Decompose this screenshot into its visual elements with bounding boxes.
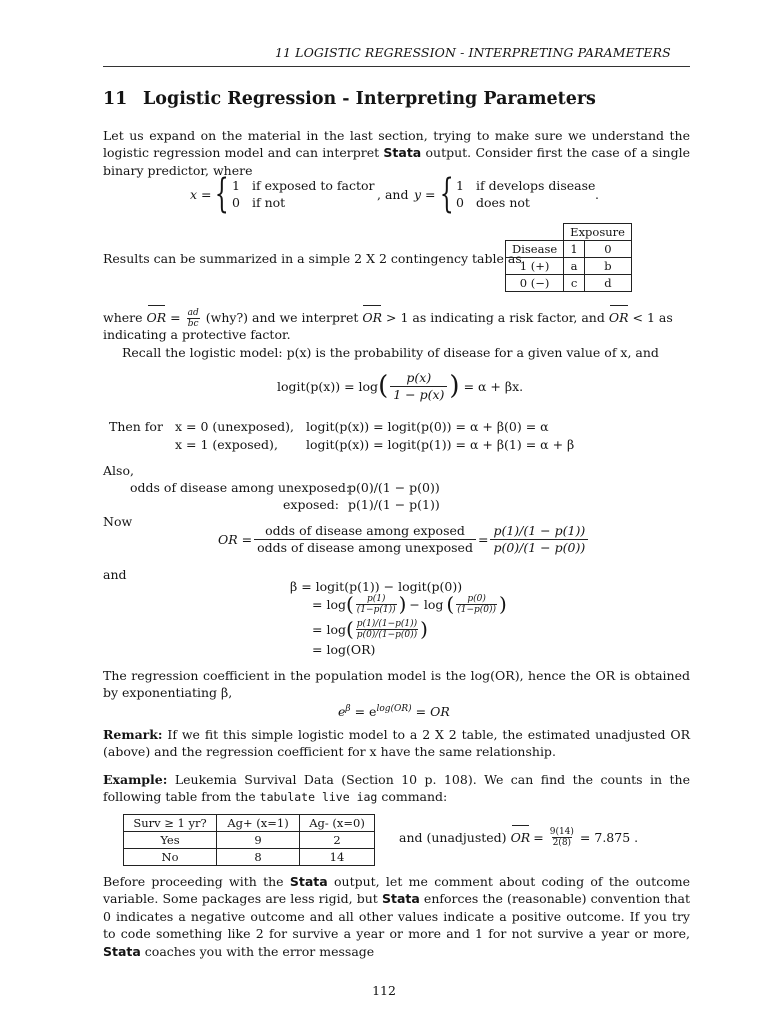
unadj-result: = 7.875 . <box>579 829 639 845</box>
row-label: 1 (+) <box>506 258 564 275</box>
col-header-0: 0 <box>584 241 631 258</box>
beta-sup: β <box>345 704 351 714</box>
table-cell: No <box>124 849 217 866</box>
contingency-lead: Results can be summarized in a simple 2 X 2 contingency table as <box>103 251 522 266</box>
remark-text: If we fit this simple logistic model to a 2 X 2 table, the estimated unadjusted OR (above) and the regression coefficient for x have the same relationship. <box>103 727 690 760</box>
table-cell: Yes <box>124 832 217 849</box>
xy-end-period: . <box>595 187 599 202</box>
running-head: 11 LOGISTIC REGRESSION - INTERPRETING PARAMETERS <box>275 45 671 60</box>
then-for-2a: x = 1 (exposed), <box>175 437 278 452</box>
x-val-0: 0 <box>232 195 240 210</box>
and-separator: , and <box>377 187 409 202</box>
equals: = <box>477 531 489 547</box>
beta-line-4: = log(OR) <box>312 642 376 657</box>
log-or-sup: log(OR) <box>376 704 412 714</box>
odds-exposed-label: exposed: <box>283 497 339 512</box>
protective-factor-text: indicating a protective factor. <box>103 327 291 342</box>
example-paragraph <box>103 771 690 807</box>
frac-den: (1−p(1)) <box>356 605 396 615</box>
section-number: 11 <box>103 89 128 109</box>
odds-unexposed-value: p(0)/(1 − p(0)) <box>348 480 440 495</box>
paren-close: ) <box>420 616 428 641</box>
minus-log-text: − log <box>409 596 444 612</box>
unadj-fraction <box>549 827 575 848</box>
frac-num: 9(14) <box>549 827 574 837</box>
odds-unexposed-label: odds of disease among unexposed: <box>130 480 351 495</box>
exp-equation <box>338 701 450 721</box>
unadjusted-lead: and (unadjusted) <box>399 829 507 845</box>
table-row <box>124 849 375 866</box>
example-label: Example: <box>103 772 168 787</box>
paren-open: ( <box>345 591 354 616</box>
or-hat-2: OR <box>362 310 383 325</box>
x-desc-1: if exposed to factor <box>252 178 375 193</box>
table-row <box>124 815 375 832</box>
eq-e: = e <box>350 704 377 720</box>
p-numerator: p(1)/(1 − p(1)) <box>493 523 586 538</box>
y-val-1: 1 <box>456 178 464 193</box>
odds-exposed-value: p(1)/(1 − p(1)) <box>348 497 440 512</box>
table-header: Ag+ (x=1) <box>217 815 300 832</box>
or-hat: OR <box>510 829 531 845</box>
col-header-1: 1 <box>564 241 585 258</box>
equals: = <box>170 310 181 325</box>
beta-frac-3 <box>356 619 418 640</box>
exposure-header: Exposure <box>564 224 632 241</box>
table-row <box>506 241 632 258</box>
paren-open: ( <box>345 616 354 641</box>
stata-label: Stata <box>383 145 422 161</box>
brace-left-x: { <box>214 171 229 217</box>
now-label: Now <box>103 514 133 529</box>
logit-fraction <box>390 370 447 403</box>
also-label: Also, <box>103 463 134 478</box>
e-base: e <box>338 704 346 720</box>
x-desc-0: if not <box>252 195 286 210</box>
logit-denominator: 1 − p(x) <box>390 386 447 403</box>
table-header: Surv ≥ 1 yr? <box>124 815 217 832</box>
table-row <box>506 258 632 275</box>
table-cell: 14 <box>300 849 375 866</box>
paren-close: ) <box>449 370 460 401</box>
intro-text-1: Let us expand on the material in the last section, trying to make sure we understand the logistic regression model and can interpret <box>103 128 690 161</box>
frac-num: p(0) <box>467 594 486 604</box>
x-lhs: x = <box>190 187 212 202</box>
y-desc-0: does not <box>476 195 530 210</box>
table-header: Ag- (x=0) <box>300 815 375 832</box>
remark-paragraph <box>103 726 690 761</box>
coding-text-3: enforces the (reasonable) convention that 0 indicates a negative outcome and all other values indicate a positive outcome. If you try to code something like 2 for survive a year or more and 1 for not survive a year or more, <box>103 891 690 942</box>
coding-text-4: coaches you with the error message <box>140 943 375 959</box>
coefficient-paragraph: The regression coefficient in the population model is the log(OR), hence the OR is obtained by exponentiating β, <box>103 668 690 701</box>
frac-den: 2(8) <box>552 838 572 848</box>
then-for-1a: x = 0 (unexposed), <box>175 419 295 434</box>
then-for-2b: logit(p(x)) = logit(p(1)) = α + β(1) = α + β <box>306 437 575 452</box>
coding-text-2: output, let me comment about coding of the outcome variable. Some packages are less rigid, but <box>103 874 690 907</box>
unadjusted-or <box>399 827 638 848</box>
contingency-table <box>505 223 632 292</box>
y-val-0: 0 <box>456 195 464 210</box>
remark-label: Remark: <box>103 727 163 742</box>
p-denominator: p(0)/(1 − p(0)) <box>490 539 588 556</box>
then-for-1b: logit(p(x)) = logit(p(0)) = α + β(0) = α <box>306 419 549 434</box>
then-for-label: Then for <box>109 419 163 434</box>
frac-den: (1−p(0)) <box>457 605 497 615</box>
brace-left-y: { <box>439 171 454 217</box>
section-title <box>103 91 596 108</box>
odds-numerator: odds of disease among exposed <box>265 523 465 538</box>
table-cell: 9 <box>217 832 300 849</box>
risk-factor-text: > 1 as indicating a risk factor, and <box>386 310 605 325</box>
coding-paragraph <box>103 873 690 960</box>
why-text: (why?) and we interpret <box>205 310 359 325</box>
survival-table <box>123 814 375 866</box>
logit-numerator: p(x) <box>406 370 432 385</box>
where-text: where <box>103 310 143 325</box>
log-text: = log <box>312 621 346 637</box>
table-row <box>124 832 375 849</box>
table-cell <box>506 224 564 241</box>
frac-den: p(0)/(1−p(0)) <box>356 630 418 640</box>
table-cell: c <box>564 275 585 292</box>
row-label: 0 (−) <box>506 275 564 292</box>
table-cell: 2 <box>300 832 375 849</box>
equals: = <box>533 829 544 845</box>
intro-paragraph <box>103 127 690 179</box>
odds-fraction <box>254 523 476 556</box>
beta-line-1: β = logit(p(1)) − logit(p(0)) <box>290 579 463 594</box>
disease-header: Disease <box>506 241 564 258</box>
eq-or: = OR <box>411 704 450 720</box>
or-hat: OR <box>146 310 167 325</box>
logit-lhs: logit(p(x)) = log <box>277 378 379 394</box>
stata-label: Stata <box>289 874 328 889</box>
y-desc-1: if develops disease <box>476 178 596 193</box>
table-row <box>506 224 632 241</box>
frac-num: p(1) <box>366 594 386 604</box>
table-cell: b <box>584 258 631 275</box>
paren-open: ( <box>446 591 455 616</box>
section-title-text: Logistic Regression - Interpreting Parameters <box>143 89 596 109</box>
table-cell: 8 <box>217 849 300 866</box>
table-cell: d <box>584 275 631 292</box>
example-text-2: command: <box>377 789 448 805</box>
recall-text: Recall the logistic model: p(x) is the probability of disease for a given value of x, and <box>122 345 659 360</box>
or-ratio-equation <box>218 523 590 556</box>
stata-label: Stata <box>381 891 420 907</box>
beta-line-3 <box>312 616 428 641</box>
log-text: = log <box>312 596 346 612</box>
beta-frac-2 <box>456 594 497 615</box>
beta-line-2 <box>312 591 507 616</box>
stata-label: Stata <box>103 943 141 959</box>
or-ratio-lhs: OR = <box>218 531 253 547</box>
odds-denominator: odds of disease among unexposed <box>254 539 476 556</box>
beta-frac-1 <box>356 594 397 615</box>
tabulate-command: tabulate live iag <box>259 790 378 805</box>
paren-open: ( <box>378 370 389 401</box>
table-row <box>506 275 632 292</box>
paren-close: ) <box>398 591 407 616</box>
or-numerator: ad <box>187 308 199 318</box>
page-number: 112 <box>372 983 396 998</box>
coding-text-1: Before proceeding with the <box>103 874 290 889</box>
frac-num: p(1)/(1−p(1)) <box>356 619 418 629</box>
protective-lead: < 1 as <box>632 310 673 325</box>
y-lhs: y = <box>414 187 436 202</box>
intro-text-2: output. Consider first the case of a single binary predictor, where <box>103 145 690 178</box>
logit-equation <box>277 370 523 403</box>
or-hat-3: OR <box>608 310 629 325</box>
table-cell: a <box>564 258 585 275</box>
example-text-1: Leukemia Survival Data (Section 10 p. 108). We can find the counts in the following table from the <box>103 772 690 805</box>
and-label: and <box>103 567 127 582</box>
or-denominator: bc <box>187 319 199 329</box>
header-rule <box>103 66 690 67</box>
paren-close: ) <box>499 591 507 616</box>
x-val-1: 1 <box>232 178 240 193</box>
logit-rhs: = α + βx. <box>463 378 524 394</box>
p-fraction <box>490 523 588 556</box>
